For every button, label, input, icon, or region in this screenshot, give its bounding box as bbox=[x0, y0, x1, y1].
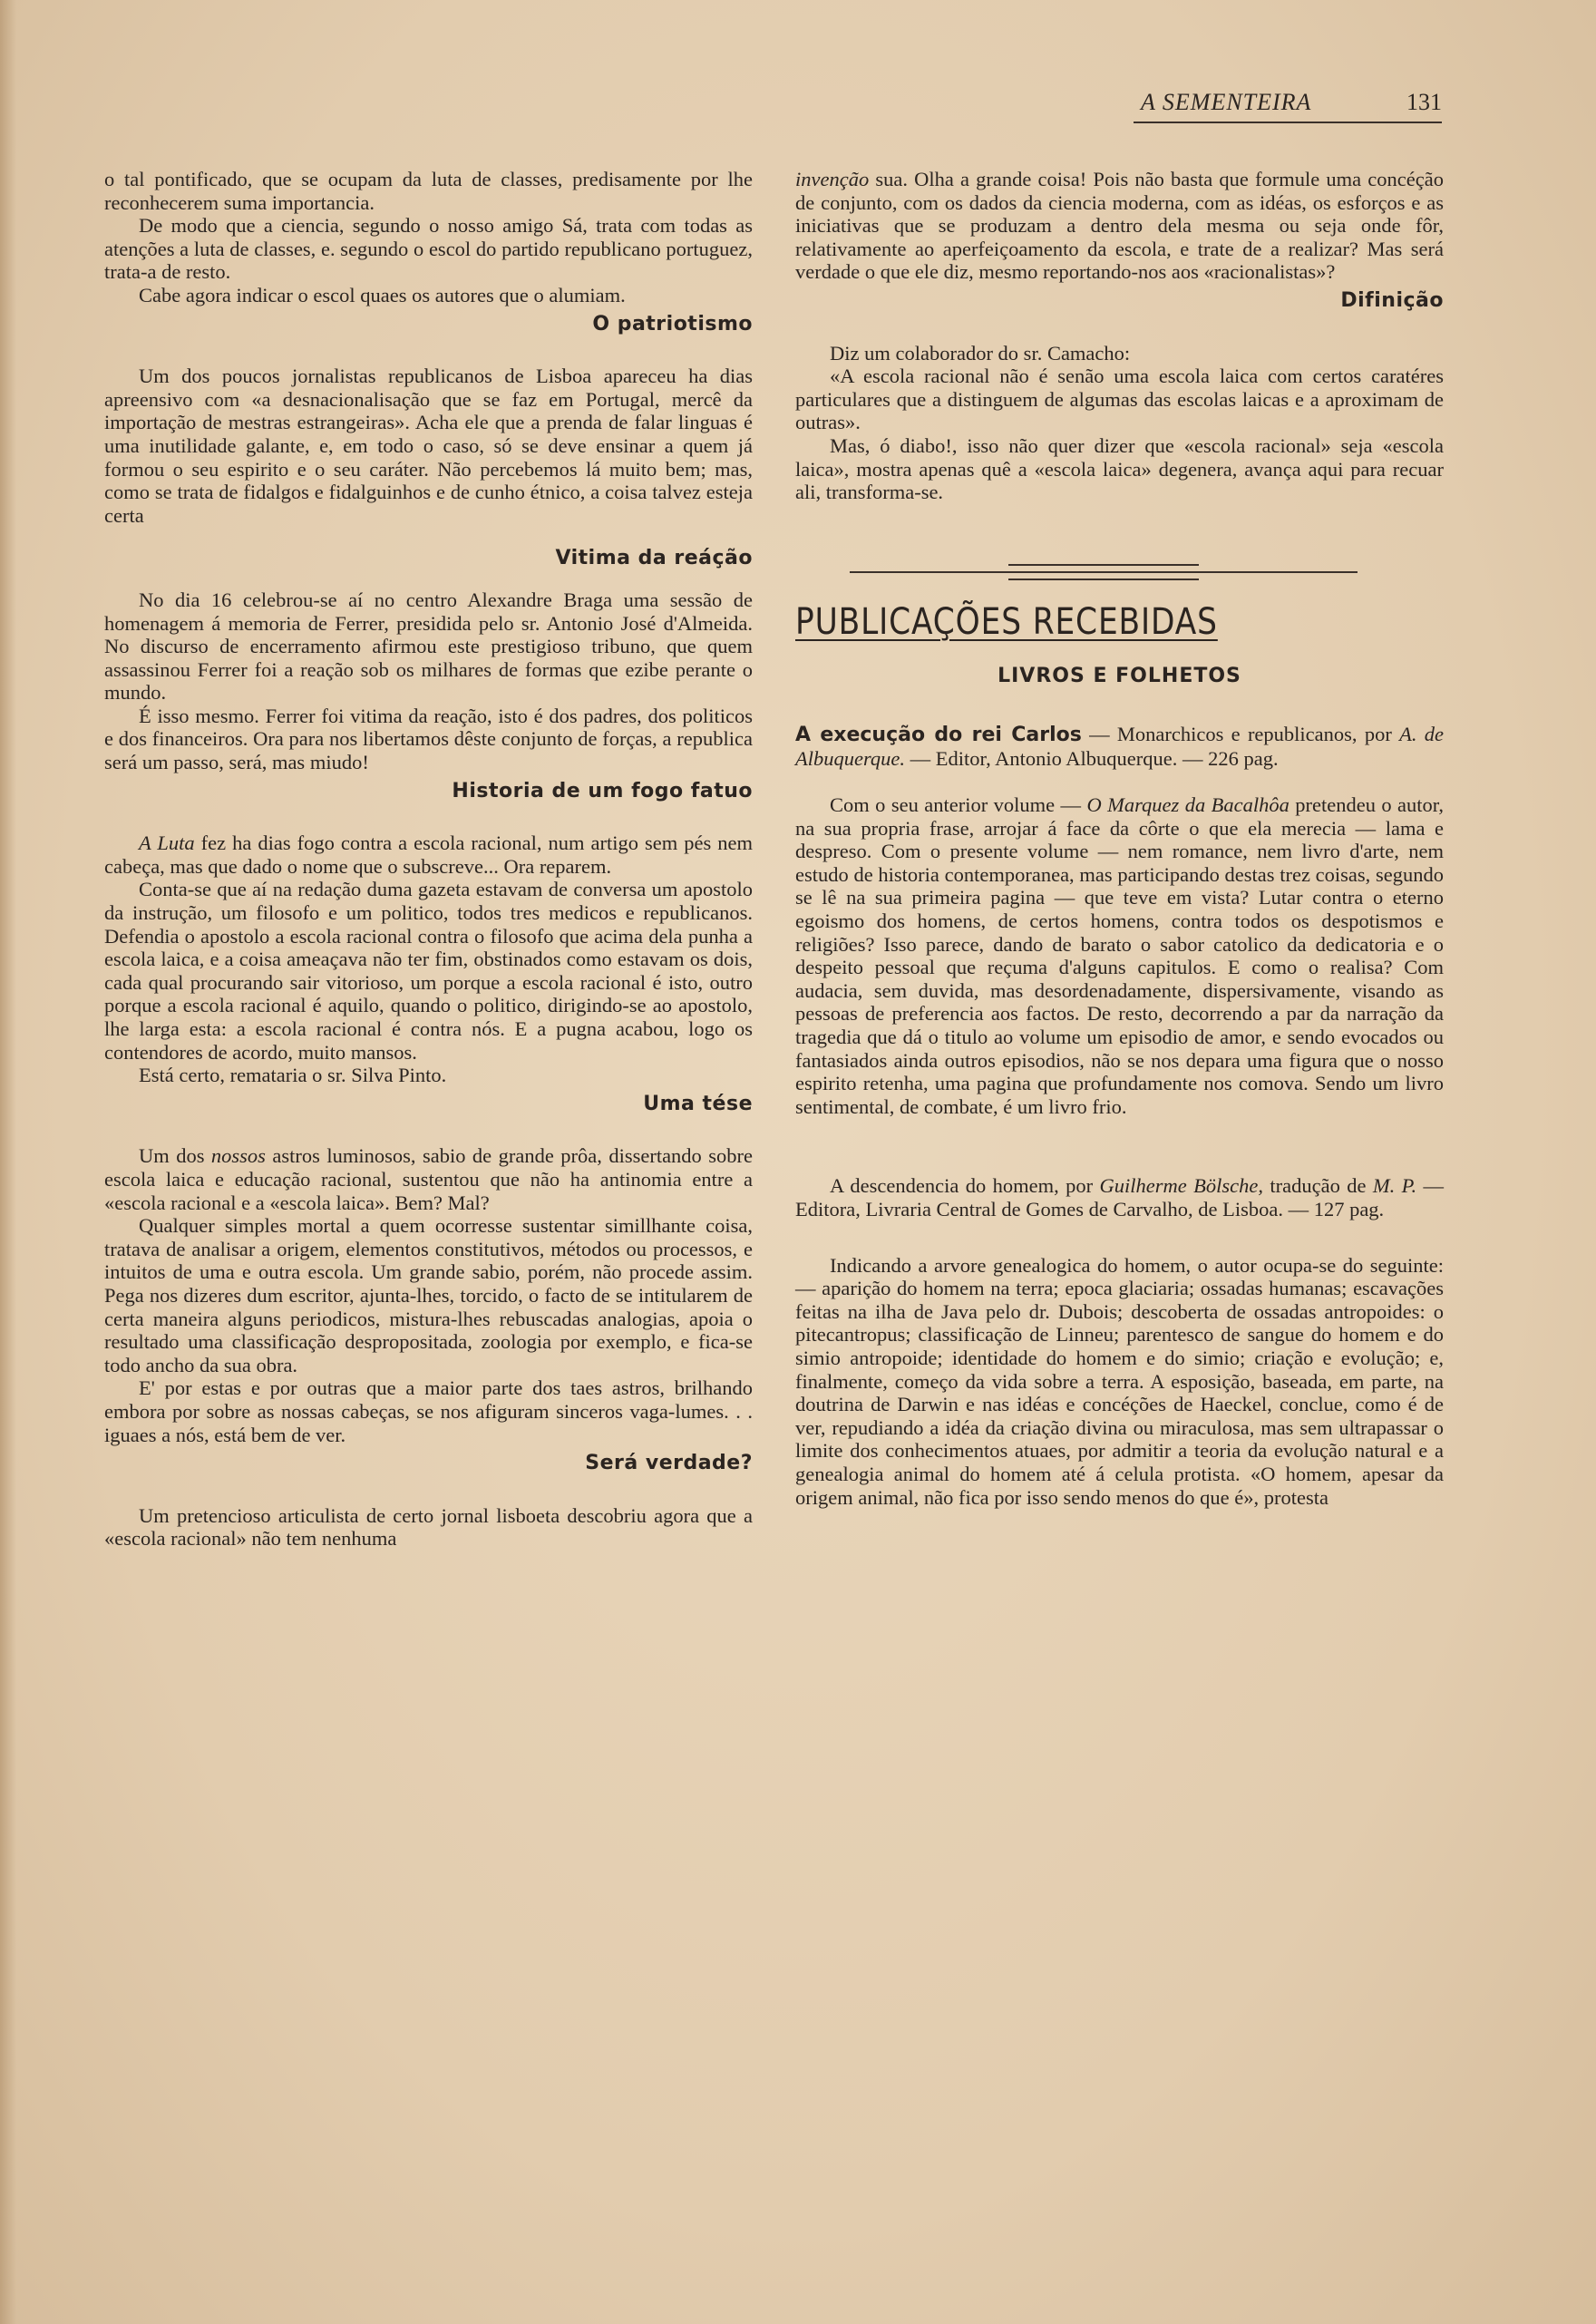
page-fold-shadow bbox=[0, 0, 16, 2324]
newspaper-name: A Luta bbox=[139, 831, 195, 855]
paragraph: Está certo, remataria o sr. Silva Pinto. bbox=[139, 1064, 447, 1087]
book-entry-1: A execução do rei Carlos — Monarchicos e republicanos, por A. de Albuquerque. — Editor, Antonio Albuquerque. — 226 pag. bbox=[795, 722, 1445, 770]
journal-title: A SEMENTEIRA bbox=[1141, 89, 1312, 115]
paragraph: o tal pontificado, que se ocupam da luta de classes, predisamente por lhe reconhecerem suma importancia. bbox=[104, 168, 753, 214]
book-review-1: Com o seu anterior volume — O Marquez da Bacalhôa pretendeu o autor, na sua propria frase, arrojar á face da côrte o que ela merecia — lama e despreso. Com o presente volume — nem romance, nem livro d'arte, nem estudo de historia contemporanea, mas participando destas trez coisas, segundo se lê na sua primeira pagina — que teve em vista? Lutar contra o eterno egoismo dos homens, de certos homens, contra todos os despotismos e religiões? Isso parece, dando de barato o sabor catolico da dedicatoria e o despeito pessoal que reçuma d'alguns capitulos. E como o realisa? Com audacia, sem duvida, mas desordenadamente, dispersivamente, visando as pessoas de preferencia aos factos. De resto, decorrendo a par da narração da tragedia que dá o titulo ao volume um episodio de amor, e sendo evocados ou fantasiados ainda outros episodios, não se nos depara uma figura que o nosso espirito retenha, uma pagina que profundamente nos comova. Sendo um livro sentimental, de combate, é um livro frio. bbox=[795, 793, 1444, 1118]
header-rule bbox=[1134, 122, 1442, 123]
book-review-2: Indicando a arvore genealogica do homem, o autor ocupa-se do seguinte: — aparição do homem na terra; epoca glaciaria; ossadas humanas; escavações feitas na ilha de Java pelo dr. Dubois; descoberta de ossadas antropoides: o pitecantropus; classificação de Linneu; parentesco de sangue do homem e do simio antropoide; identidade do homem e do simio; criação e evolução; e, finalmente, começo da vida sobre a terra. A esposição, baseada, em parte, na doutrina de Darwin e nas idéas e concéções de Haeckel, conclue, como é de ver, repudiando a idéa da criação divina ou miraculosa, mas sem ultrapassar o limite dos conhecimentos atuaes, por admitir a teoria da evolução natural e a genealogia animal do homem até á celula protista. «O homem, apesar da origem animal, não fica por isso sendo menos do que é», protesta bbox=[795, 1253, 1444, 1509]
running-header bbox=[1124, 89, 1442, 116]
subheading-fogo-fatuo: Historia de um fogo fatuo bbox=[452, 779, 753, 802]
paragraph: Diz um colaborador do sr. Camacho: bbox=[830, 341, 1131, 365]
ornamental-divider bbox=[795, 549, 1444, 595]
subheading-patriotismo: O patriotismo bbox=[592, 312, 753, 335]
paragraph: De modo que a ciencia, segundo o nosso amigo Sá, trata com todas as atenções a luta de classes, e. segundo o escol do partido republicano portuguez, trata-a de resto. bbox=[104, 214, 753, 284]
paragraph: Um pretencioso articulista de certo jornal lisboeta descobriu agora que a «escola racional» não tem nenhuma bbox=[104, 1503, 753, 1551]
paragraph: Cabe agora indicar o escol quaes os autores que o alumiam. bbox=[139, 283, 626, 306]
paragraph: A Luta fez ha dias fogo contra a escola racional, num artigo sem pés nem cabeça, mas que dado o nome que o subscreve... Ora reparem. bbox=[104, 831, 753, 878]
book-title: A execução do rei Carlos bbox=[795, 723, 1082, 746]
paragraph: Qualquer simples mortal a quem ocorresse sustentar simillhante coisa, tratava de analisar a origem, elementos constitutivos, métodos ou processos, e intuitos de uma e outra escola. Um grande sabio, porém, não procede assim. Pega nos dizeres dum escritor, ajunta-lhes, torcido, o facto de se intitularem de certa maneira alguns periodicos, mistura-lhes rebuscadas analogias, apoia o resultado uma classificação despropositada, zoologia por exemplo, e fica-se todo ancho da sua obra. bbox=[104, 1214, 753, 1376]
subheading-verdade: Será verdade? bbox=[585, 1452, 753, 1475]
paragraph: Um dos nossos astros luminosos, sabio de grande prôa, dissertando sobre escola laica e educação racional, sustentou que não ha antinomia entre a «escola racional e a «escola laica». Bem? Mal? bbox=[104, 1144, 753, 1214]
paragraph: Um dos poucos jornalistas republicanos de Lisboa apareceu ha dias apreensivo com «a desnacionalisação que se faz em Portugal, mercê da importação de mestras estrangeiras». Acha ele que a prenda de falar linguas é uma inutilidade galante, e, em todo o caso, só se deve ensinar a quem já formou o seu espirito e o seu caráter. Não percebemos lá muito bem; mas, como se trata de fidalgos e fidalguinhos e de cunho étnico, a coisa talvez esteja certa bbox=[104, 365, 753, 527]
subheading-tese: Uma tése bbox=[643, 1092, 753, 1115]
book-title: A descendencia do homem bbox=[830, 1174, 1055, 1198]
section-title: PUBLICAÇÕES RECEBIDAS bbox=[795, 600, 1218, 643]
book-author: A. de Albuquerque. bbox=[795, 722, 1445, 770]
page-number: 131 bbox=[1406, 89, 1442, 115]
paragraph: invenção sua. Olha a grande coisa! Pois não basta que formule uma concéção de conjunto, com os dados da ciencia moderna, com as idéas, os esforços e as iniciativas que se produzam a dentro dela mesma ou seja onde fôr, relativamente ao aperfeiçoamento da escola, e trate de a realizar? Mas será verdade o que ele diz, mesmo reportando-nos aos «racionalistas»? bbox=[795, 168, 1444, 284]
paragraph: É isso mesmo. Ferrer foi vitima da reação, isto é dos padres, dos politicos e dos financeiros. Ora para nos libertamos dêste conjunto de forças, a republica será um passo, será, mas miudo! bbox=[104, 704, 753, 774]
left-column bbox=[104, 168, 753, 1551]
paragraph: Mas, ó diabo!, isso não quer dizer que «escola racional» seja «escola laica», mostra apenas quê a «escola laica» degenera, avança aqui para recuar ali, transforma-se. bbox=[795, 433, 1444, 504]
section-subtitle: LIVROS E FOLHETOS bbox=[998, 665, 1241, 688]
book-author: Guilherme Bölsche, bbox=[1099, 1174, 1263, 1198]
subheading-vitima: Vitima da reáção bbox=[555, 547, 753, 570]
subheading-difinicao: Difinição bbox=[1340, 288, 1444, 312]
paragraph: «A escola racional não é senão uma escola laica com certos caratéres particulares que a distinguem de algumas das escolas laicas e a aproximam de outras». bbox=[795, 365, 1444, 434]
paragraph: No dia 16 celebrou-se aí no centro Alexandre Braga uma sessão de homenagem á memoria de Ferrer, presidida pelo sr. Antonio José d'Almeida. No discurso de encerramento afirmou este prestigioso tribuno, que quem assassinou Ferrer foi a reação sob os milhares de formas que ezibe perante o mundo. bbox=[104, 588, 753, 705]
right-column bbox=[795, 168, 1444, 1509]
paragraph: Conta-se que aí na redação duma gazeta estavam de conversa um apostolo da instrução, um filosofo e um politico, todos tres medicos e republicanos. Defendia o apostolo a escola racional contra o filosofo que acima dela punha a escola laica, e a coisa ameaçava não ter fim, obstinados como estavam os dois, cada qual procurando sair vitorioso, um porque a escola racional é isto, outro porque a escola racional é aquilo, quando o politico, dirigindo-se ao apostolo, lhe larga esta: a escola racional é contra nós. E a pugna acabou, logo os contendores de acordo, muito mansos. bbox=[104, 878, 753, 1064]
paragraph: E' por estas e por outras que a maior parte dos taes astros, brilhando embora por sobre as nossas cabeças, se nos afiguram sinceros vaga-lumes. . . iguaes a nós, está bem de ver. bbox=[104, 1376, 753, 1446]
book-translator: M. P. bbox=[1372, 1174, 1417, 1198]
book-entry-2: A descendencia do homem, por Guilherme Bölsche, tradução de M. P. — Editora, Livraria Central de Gomes de Carvalho, de Lisboa. — 127 pag. bbox=[795, 1174, 1444, 1220]
